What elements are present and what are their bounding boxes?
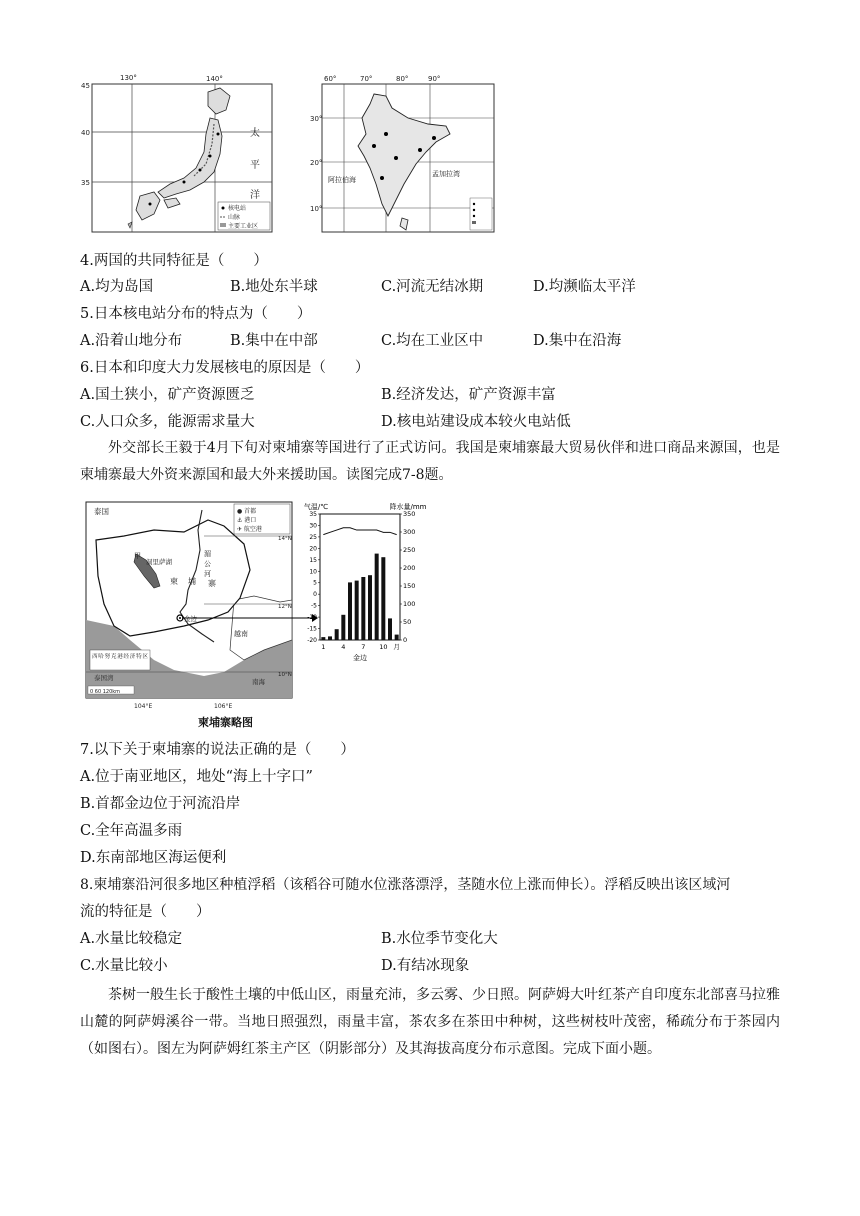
cambodia-char-1: 柬 xyxy=(170,577,178,586)
precip-tick-label: 250 xyxy=(403,546,416,554)
chart-xlabel: 金边 xyxy=(353,654,367,662)
q8-option-b[interactable]: B.水位季节变化大 xyxy=(381,931,498,947)
temp-tick-label: -15 xyxy=(307,625,317,633)
jia-label: 甲 xyxy=(134,552,141,560)
x-tick-label: 4 xyxy=(341,643,346,651)
map1-lat-40: 40 xyxy=(81,129,90,137)
cambodia-char-3: 寨 xyxy=(208,579,216,588)
q6-option-b[interactable]: B.经济发达，矿产资源丰富 xyxy=(381,387,556,403)
precip-bar xyxy=(361,577,365,640)
question-6-stem: 6.日本和印度大力发展核电的原因是（ ） xyxy=(80,360,370,376)
x-tick-label: 10 xyxy=(379,643,388,651)
x-unit-label: 月 xyxy=(393,643,400,651)
ocean-char-1: 太 xyxy=(250,128,260,139)
temp-tick-label: 20 xyxy=(309,545,317,553)
q4-option-c[interactable]: C.河流无结冰期 xyxy=(381,279,484,295)
mekong-char-1: 湄 xyxy=(204,550,211,558)
q4-option-d[interactable]: D.均濒临太平洋 xyxy=(533,279,636,295)
bay-of-bengal-label: 孟加拉湾 xyxy=(432,170,460,178)
chart-right-axis-label: 降水量/mm xyxy=(389,503,427,511)
map2-lat-30: 30° xyxy=(310,115,323,123)
vietnam-label: 越南 xyxy=(234,630,248,638)
passage-assam-tea: 茶树一般生长于酸性土壤的中低山区，雨量充沛，多云雾、少日照。阿萨姆大叶红茶产自印度东北部喜马拉雅山麓的阿萨姆溪谷一带。当地日照强烈，雨量丰富，茶农多在茶田中种树，这些树枝叶茂密，稀疏分布于茶园内（如图右）。图左为阿萨姆红茶主产区（阴影部分）及其海拔高度分布示意图。完成下面小题。 xyxy=(80,987,780,1057)
precip-tick-label: 100 xyxy=(403,600,416,608)
lat-10n: 10°N xyxy=(278,672,292,678)
temp-tick-label: 25 xyxy=(309,533,317,541)
temp-tick-label: 30 xyxy=(309,522,317,530)
temp-tick-label: 15 xyxy=(309,556,317,564)
temp-tick-label: 0 xyxy=(313,591,317,599)
x-tick-label: 7 xyxy=(361,643,366,651)
map2-lon-70: 70° xyxy=(360,75,373,83)
map2-lon-80: 80° xyxy=(396,75,409,83)
ocean-char-3: 洋 xyxy=(250,190,260,201)
lon-106e: 106°E xyxy=(214,703,233,710)
sihanouk-label: 西哈努克港经济特区 xyxy=(92,654,148,660)
ocean-char-2: 平 xyxy=(250,160,260,171)
map1-lat-45: 45 xyxy=(81,82,90,90)
thailand-label: 泰国 xyxy=(94,507,109,516)
map3-legend-capital: ● 首都 xyxy=(237,508,257,515)
precip-tick-label: 0 xyxy=(403,636,408,644)
precip-tick-label: 350 xyxy=(403,510,416,518)
q5-option-b[interactable]: B.集中在中部 xyxy=(230,333,318,349)
map1-legend-1: 山脉 xyxy=(228,214,241,221)
map1-lat-35: 35 xyxy=(81,179,90,187)
q5-option-c[interactable]: C.均在工业区中 xyxy=(381,333,484,349)
precip-tick-label: 300 xyxy=(403,528,416,536)
lat-14n: 14°N xyxy=(278,536,292,542)
gulf-label: 泰国湾 xyxy=(94,674,114,682)
question-4-stem: 4.两国的共同特征是（ ） xyxy=(80,253,268,269)
q6-option-c[interactable]: C.人口众多，能源需求量大 xyxy=(80,414,255,430)
q7-option-c[interactable]: C.全年高温多雨 xyxy=(80,823,183,839)
precip-tick-label: 150 xyxy=(403,582,416,590)
q5-option-d[interactable]: D.集中在沿海 xyxy=(533,333,622,349)
q6-option-a[interactable]: A.国土狭小，矿产资源匮乏 xyxy=(80,387,255,403)
lon-104e: 104°E xyxy=(134,703,153,710)
precip-tick-label: 50 xyxy=(403,618,412,626)
question-8-stem-line2: 流的特征是（ ） xyxy=(80,904,211,920)
q7-option-a[interactable]: A.位于南亚地区，地处“海上十字口” xyxy=(80,769,313,785)
q8-option-d[interactable]: D.有结冰现象 xyxy=(381,958,470,974)
precip-bar xyxy=(381,557,385,640)
temp-tick-label: -5 xyxy=(311,602,317,610)
capital-label: 金边 xyxy=(184,615,197,623)
scale-bar: 0 60 120km xyxy=(90,689,121,695)
temp-tick-label: -10 xyxy=(307,614,317,622)
mekong-char-2: 公 xyxy=(204,560,211,568)
south-sea-label: 南海 xyxy=(252,678,265,686)
map2-lon-60: 60° xyxy=(324,75,337,83)
cambodia-char-2: 埔 xyxy=(188,577,196,586)
temp-tick-label: 35 xyxy=(309,511,317,518)
precip-bar xyxy=(388,618,392,640)
map2-lat-10: 10° xyxy=(310,205,323,213)
x-tick-label: 1 xyxy=(321,643,326,651)
mekong-char-3: 河 xyxy=(204,570,211,578)
q5-option-a[interactable]: A.沿着山地分布 xyxy=(80,333,183,349)
question-8-stem-line1: 8.柬埔寨沿河很多地区种植浮稻（该稻谷可随水位涨落漂浮，茎随水位上涨而伸长）。浮稻反映出该区域河 xyxy=(80,877,731,893)
precip-bar xyxy=(355,581,359,640)
arabian-sea-label: 阿拉伯海 xyxy=(328,176,356,184)
precip-bar xyxy=(395,635,399,640)
lat-12n: 12°N xyxy=(278,604,292,610)
map2-lat-20: 20° xyxy=(310,159,323,167)
precip-tick-label: 200 xyxy=(403,564,416,572)
question-5-stem: 5.日本核电站分布的特点为（ ） xyxy=(80,306,312,322)
precip-bar xyxy=(335,629,339,640)
climate-chart xyxy=(298,500,428,670)
precip-bar xyxy=(348,582,352,640)
q7-option-b[interactable]: B.首都金边位于河流沿岸 xyxy=(80,796,241,812)
q7-option-d[interactable]: D.东南部地区海运便利 xyxy=(80,850,227,866)
temp-tick-label: 10 xyxy=(309,568,317,576)
chart-left-axis-label: 气温/℃ xyxy=(303,503,329,511)
map2-lon-90: 90° xyxy=(428,75,441,83)
q4-option-a[interactable]: A.均为岛国 xyxy=(80,279,154,295)
map1-lon-130: 130° xyxy=(120,74,137,82)
temp-tick-label: -20 xyxy=(307,637,317,644)
map1-legend-2: 主要工业区 xyxy=(228,223,259,230)
cambodia-map xyxy=(84,500,304,710)
precip-bar xyxy=(375,554,379,640)
q8-option-a[interactable]: A.水量比较稳定 xyxy=(80,931,183,947)
cambodia-map-title: 柬埔寨略图 xyxy=(198,716,253,729)
precip-bar xyxy=(328,636,332,640)
q6-option-d[interactable]: D.核电站建设成本较火电站低 xyxy=(381,414,571,430)
japan-map xyxy=(80,74,280,236)
q4-option-b[interactable]: B.地处东半球 xyxy=(230,279,318,295)
q8-option-c[interactable]: C.水量比较小 xyxy=(80,958,168,974)
temp-tick-label: 5 xyxy=(313,579,317,587)
map3-legend-airport: ✈ 航空港 xyxy=(237,526,262,533)
precip-bar xyxy=(321,637,325,640)
precip-bar xyxy=(341,615,345,640)
map3-legend-port: ⚓ 港口 xyxy=(237,517,257,524)
question-7-stem: 7.以下关于柬埔寨的说法正确的是（ ） xyxy=(80,742,355,758)
map1-legend-0: 核电站 xyxy=(228,205,247,212)
passage-cambodia: 外交部长王毅于4月下旬对柬埔寨等国进行了正式访问。我国是柬埔寨最大贸易伙伴和进口商品来源国，也是柬埔寨最大外资来源国和最大外来援助国。读图完成7-8题。 xyxy=(80,440,780,483)
tonle-sap-label: 洞里萨湖 xyxy=(146,558,172,566)
precip-bar xyxy=(368,575,372,640)
map1-lon-140: 140° xyxy=(206,75,223,83)
india-map xyxy=(310,74,496,236)
